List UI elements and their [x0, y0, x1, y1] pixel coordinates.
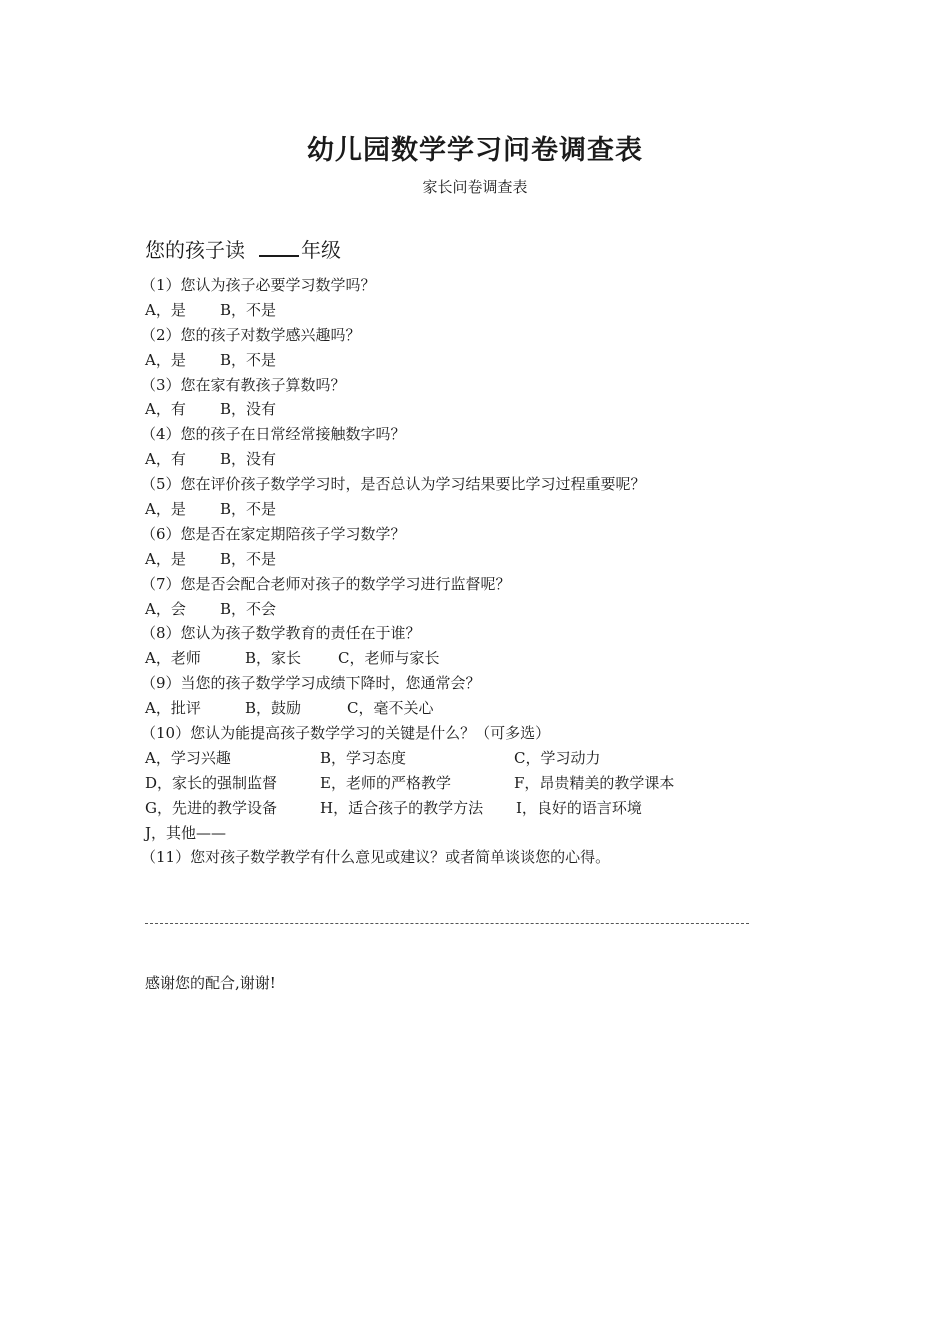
- question-list: [141, 273, 785, 870]
- option: B，不是: [220, 300, 277, 319]
- option: A，会: [145, 599, 186, 618]
- option: B，不是: [220, 350, 277, 369]
- grade-line: [145, 236, 341, 264]
- option: C，老师与家长: [338, 649, 440, 668]
- grade-line-suffix: 年级: [301, 238, 341, 262]
- question-9-options: [145, 696, 785, 721]
- question-10-options-row-3: [145, 796, 785, 821]
- question-text: （3）您在家有教孩子算数吗？: [141, 375, 346, 394]
- question-text: （5）您在评价孩子数学学习时，是否总认为学习结果要比学习过程重要呢？: [141, 475, 646, 494]
- question-5-options: [145, 497, 785, 522]
- option: A，是: [145, 500, 186, 519]
- question-3: [141, 373, 785, 398]
- question-text: （2）您的孩子对数学感兴趣吗？: [141, 325, 361, 344]
- option: D，家长的强制监督: [145, 773, 278, 792]
- question-3-options: [145, 397, 785, 422]
- question-7-options: [145, 597, 785, 622]
- question-text: （7）您是否会配合老师对孩子的数学学习进行监督呢？: [141, 574, 511, 593]
- thanks-note: 感谢您的配合,谢谢!: [145, 974, 276, 992]
- question-text: （6）您是否在家定期陪孩子学习数学？: [141, 524, 406, 543]
- question-8-options: [145, 646, 785, 671]
- question-8: [141, 621, 785, 646]
- page-title: 幼儿园数学学习问卷调查表: [307, 135, 643, 166]
- grade-blank: [259, 237, 299, 257]
- option: B，没有: [220, 400, 277, 419]
- question-text: （1）您认为孩子必要学习数学吗？: [141, 276, 376, 294]
- question-7: [141, 572, 785, 597]
- option: A，是: [145, 300, 186, 319]
- question-10: [141, 721, 785, 746]
- option: B，鼓励: [245, 699, 302, 718]
- option: A，有: [145, 400, 186, 419]
- question-1-options: [145, 298, 785, 323]
- option: A，是: [145, 549, 186, 568]
- option: J，其他——: [145, 823, 227, 842]
- question-4-options: [145, 447, 785, 472]
- option: H，适合孩子的教学方法: [320, 798, 484, 817]
- option: B，没有: [220, 450, 277, 469]
- option: B，家长: [245, 649, 302, 668]
- question-text: （8）您认为孩子数学教育的责任在于谁？: [141, 624, 421, 643]
- question-text: （11）您对孩子数学教学有什么意见或建议？或者简单谈谈您的心得。: [141, 848, 611, 867]
- question-5: [141, 472, 785, 497]
- question-text: （4）您的孩子在日常经常接触数字吗？: [141, 425, 406, 444]
- option: A，老师: [145, 649, 201, 668]
- question-2-options: [145, 348, 785, 373]
- option: E，老师的严格教学: [320, 773, 451, 792]
- question-11: [141, 845, 785, 870]
- question-2: [141, 323, 785, 348]
- option: I，良好的语言环境: [516, 798, 642, 817]
- option: F，昂贵精美的教学课本: [514, 773, 675, 792]
- question-text: （9）当您的孩子数学学习成绩下降时，您通常会？: [141, 674, 481, 693]
- option: A，学习兴趣: [145, 748, 231, 767]
- option: A，批评: [145, 699, 201, 718]
- option: C，学习动力: [514, 748, 601, 767]
- option: B，不是: [220, 549, 277, 568]
- option: G，先进的教学设备: [145, 798, 277, 817]
- option: A，是: [145, 350, 186, 369]
- option: B，不会: [220, 599, 277, 618]
- grade-line-prefix: 您的孩子读: [145, 238, 245, 262]
- option: C，毫不关心: [347, 699, 434, 718]
- question-10-options-row-2: [145, 771, 785, 796]
- page-subtitle: 家长问卷调查表: [422, 178, 528, 196]
- question-10-options-row-4: [145, 821, 785, 846]
- question-4: [141, 422, 785, 447]
- option: A，有: [145, 450, 186, 469]
- question-10-options-row-1: [145, 746, 785, 771]
- option: B，不是: [220, 500, 277, 519]
- question-9: [141, 671, 785, 696]
- option: B，学习态度: [320, 748, 407, 767]
- question-6-options: [145, 547, 785, 572]
- question-6: [141, 522, 785, 547]
- question-text: （10）您认为能提高孩子数学学习的关键是什么？（可多选）: [141, 724, 551, 743]
- question-1: [141, 273, 785, 298]
- answer-divider: [145, 923, 749, 924]
